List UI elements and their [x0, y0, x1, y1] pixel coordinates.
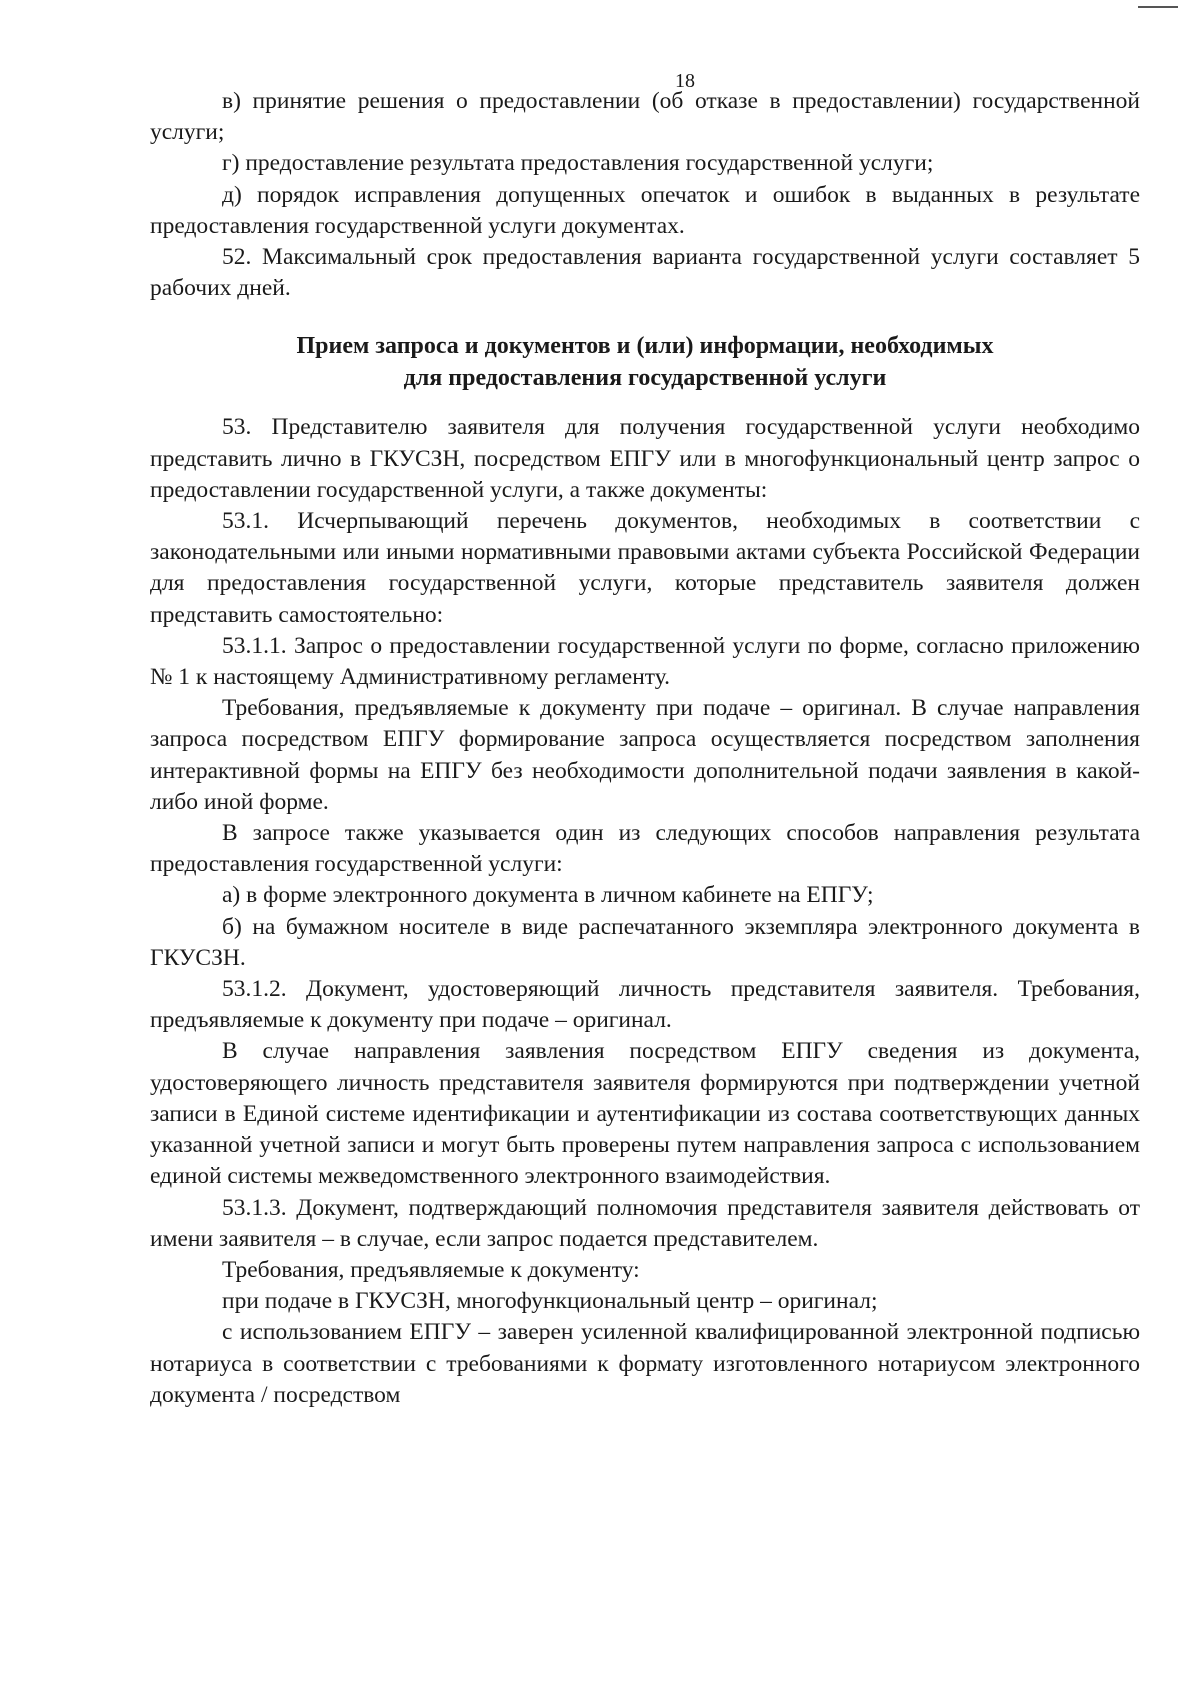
paragraph-epgu-identity: В случае направления заявления посредством ЕПГУ сведения из документа, удостоверяющего личность представителя заявителя формируются при подтверждении учетной записи в Единой системе идентификации и аутентификации из состава соответствующих данных указанной учетной записи и могут быть проверены путем направления запроса с использованием единой системы межведомственного электронного взаимодействия. [150, 1038, 1140, 1190]
paragraph-epgu-signature: с использованием ЕПГУ – заверен усиленной квалифицированной электронной подписью нотариуса в соответствии с требованиями к формату изготовленного нотариусом электронного документа / посредством [150, 1319, 1140, 1408]
paragraph-53: 53. Представителю заявителя для получения государственной услуги необходимо представить лично в ГКУСЗН, посредством ЕПГУ или в многофункциональный центр запрос о предоставлении государственной услуги, а также документы: [150, 414, 1140, 503]
paragraph-53-1: 53.1. Исчерпывающий перечень документов, необходимых в соответствии с законодательными или иными нормативными правовыми актами субъекта Российской Федерации для предоставления государственной услуги, которые представитель заявителя должен представить самостоятельно: [150, 508, 1140, 628]
paragraph-53-1-1: 53.1.1. Запрос о предоставлении государственной услуги по форме, согласно приложению № 1 к настоящему Административному регламенту. [150, 632, 1140, 691]
paragraph-53-1-2: 53.1.2. Документ, удостоверяющий личность представителя заявителя. Требования, предъявляемые к документу при подаче – оригинал. [150, 976, 1140, 1034]
paragraph-requirements-request: Требования, предъявляемые к документу при подаче – оригинал. В случае направления запроса посредством ЕПГУ формирование запроса осуществляется посредством заполнения интерактивной формы на ЕПГУ без необходимости дополнительной подачи заявления в какой-либо иной форме. [150, 695, 1140, 815]
paragraph-requirements-doc: Требования, предъявляемые к документу: [222, 1256, 640, 1283]
paragraph-gkuszn-submission: при подаче в ГКУСЗН, многофункциональный центр – оригинал; [222, 1288, 878, 1315]
section-heading-line-2: для предоставления государственной услуги [403, 365, 887, 392]
document-page [150, 70, 1140, 1411]
paragraph-d: д) порядок исправления допущенных опечаток и ошибок в выданных в результате предоставления государственной услуги документах. [150, 181, 1140, 239]
paragraph-result-methods: В запросе также указывается один из следующих способов направления результата предоставления государственной услуги: [150, 820, 1140, 878]
paragraph-52: 52. Максимальный срок предоставления варианта государственной услуги составляет 5 рабочих дней. [150, 244, 1140, 302]
paragraph-v: в) принятие решения о предоставлении (об отказе в предоставлении) государственной услуги; [150, 88, 1140, 146]
section-heading-line-1: Прием запроса и документов и (или) информации, необходимых [296, 333, 994, 360]
page-corner-mark [1138, 0, 1178, 8]
list-item-b: б) на бумажном носителе в виде распечатанного экземпляра электронного документа в ГКУСЗН. [150, 913, 1140, 971]
section-heading [150, 330, 1140, 394]
page-number: 18 [675, 70, 695, 92]
paragraph-53-1-3: 53.1.3. Документ, подтверждающий полномочия представителя заявителя действовать от имени заявителя – в случае, если запрос подается представителем. [150, 1194, 1140, 1252]
list-item-a: а) в форме электронного документа в личном кабинете на ЕПГУ; [222, 882, 874, 909]
paragraph-g: г) предоставление результата предоставления государственной услуги; [222, 150, 934, 177]
